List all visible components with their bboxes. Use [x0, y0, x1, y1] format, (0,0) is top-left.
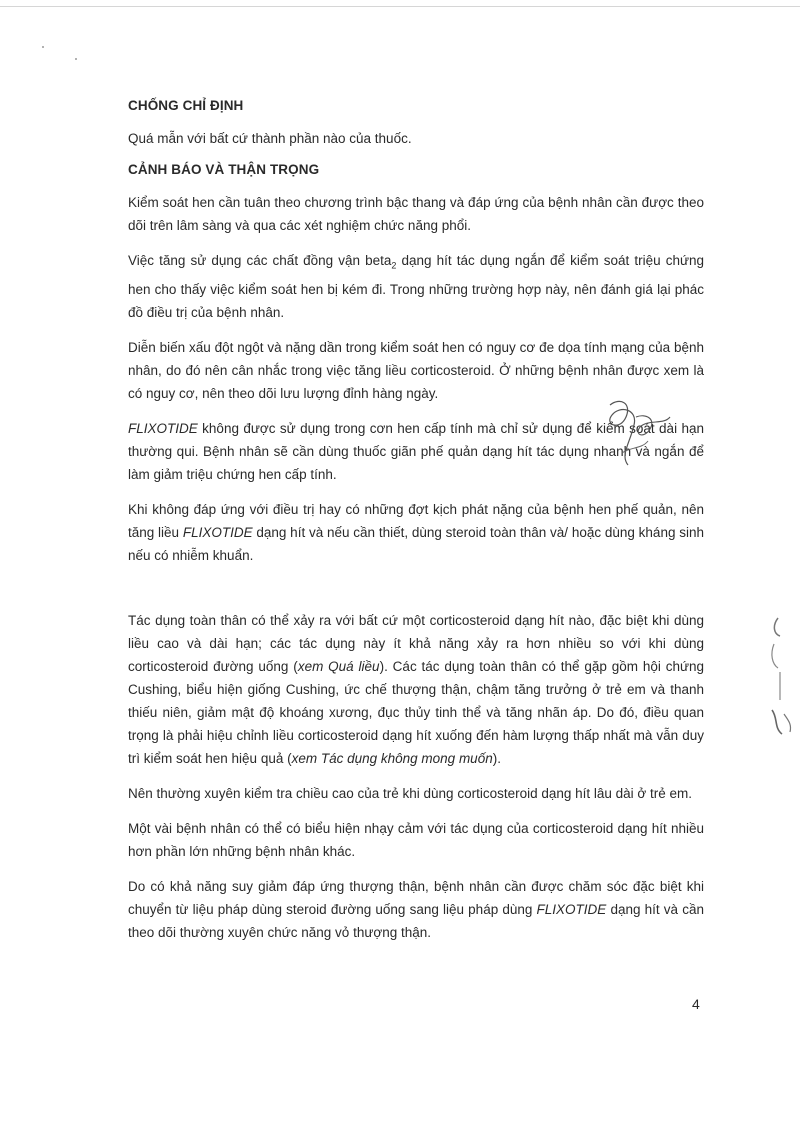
paragraph: Nên thường xuyên kiểm tra chiều cao của trẻ khi dùng corticosteroid dạng hít lâu dài ở trẻ em.	[128, 785, 693, 801]
paragraph: Việc tăng sử dụng các chất đồng vận beta$_2$ dạng hít tác dụng ngắn để kiểm soát triệu chứng hen cho thấy việc kiểm soát hen bị kém đi. Trong những trường hợp này, nên đánh giá lại phác đồ điều trị của bệnh nhân.	[128, 253, 705, 320]
paragraph: Diễn biến xấu đột ngột và nặng dần trong kiểm soát hen có nguy cơ đe dọa tính mạng của bệnh nhân, do đó nên cân nhắc trong việc tăng liều corticosteroid. Ở những bệnh nhân được xem là có nguy cơ, nên theo dõi lưu lượng đỉnh hàng ngày.	[128, 339, 704, 401]
cross-reference: xem Tác dụng không mong muốn	[291, 750, 493, 766]
brand-name: FLIXOTIDE	[536, 901, 607, 917]
top-border	[0, 6, 800, 7]
brand-name: FLIXOTIDE	[128, 420, 198, 436]
section-heading-warnings: CẢNH BÁO VÀ THẬN TRỌNG	[128, 162, 320, 177]
cross-reference: xem Quá liều	[297, 658, 380, 674]
paragraph: Kiểm soát hen cần tuân theo chương trình bậc thang và đáp ứng của bệnh nhân cần được theo dõi trên lâm sàng và qua các xét nghiệm chức năng phổi.	[128, 195, 704, 233]
handwritten-signature-icon	[590, 395, 680, 470]
brand-name: FLIXOTIDE	[182, 524, 253, 540]
spacer	[128, 579, 704, 609]
document-body	[128, 98, 704, 956]
paragraph: Tác dụng toàn thân có thể xảy ra với bất cứ một corticosteroid dạng hít nào, đặc biệt khi dùng liều cao và dài hạn; các tác dụng này ít khả năng xảy ra hơn nhiều so với khi dùng corticosteroid đường uống (xem Quá liều). Các tác dụng toàn thân có thể gặp gồm hội chứng Cushing, biểu hiện giống Cushing, ức chế thượng thận, chậm tăng trưởng ở trẻ em và thanh thiếu niên, giảm mật độ khoáng xương, đục thủy tinh thể và tăng nhãn áp. Do đó, điều quan trọng là phải hiệu chỉnh liều corticosteroid dạng hít xuống đến hàm lượng thấp nhất mà vẫn duy trì kiểm soát hen hiệu quả (xem Tác dụng không mong muốn).	[128, 612, 704, 766]
scan-speck	[75, 58, 77, 60]
paragraph: Do có khả năng suy giảm đáp ứng thượng thận, bệnh nhân cần được chăm sóc đặc biệt khi chuyển từ liệu pháp dùng steroid đường uống sang liệu pháp dùng FLIXOTIDE dạng hít và cần theo dõi thường xuyên chức năng vỏ thượng thận.	[128, 878, 704, 940]
paragraph: FLIXOTIDE không được sử dụng trong cơn hen cấp tính mà chỉ sử dụng để kiểm soát dài hạn thường qui. Bệnh nhân sẽ cần dùng thuốc giãn phế quản dạng hít tác dụng nhanh và ngắn để làm giảm triệu chứng hen cấp tính.	[128, 420, 704, 482]
paragraph: Khi không đáp ứng với điều trị hay có những đợt kịch phát nặng của bệnh hen phế quản, nên tăng liều FLIXOTIDE dạng hít và nếu cần thiết, dùng steroid toàn thân và/ hoặc dùng kháng sinh nếu có nhiễm khuẩn.	[128, 501, 704, 563]
section-heading-contraindications: CHỐNG CHỈ ĐỊNH	[128, 98, 244, 113]
subscript: 2	[391, 260, 397, 271]
margin-stamp-icon	[768, 610, 798, 740]
paragraph: Một vài bệnh nhân có thể có biểu hiện nhạy cảm với tác dụng của corticosteroid dạng hít nhiều hơn phần lớn những bệnh nhân khác.	[128, 820, 704, 859]
paragraph: Quá mẫn với bất cứ thành phần nào của thuốc.	[128, 131, 412, 146]
page-number: 4	[692, 996, 700, 1012]
scan-speck	[42, 46, 44, 48]
